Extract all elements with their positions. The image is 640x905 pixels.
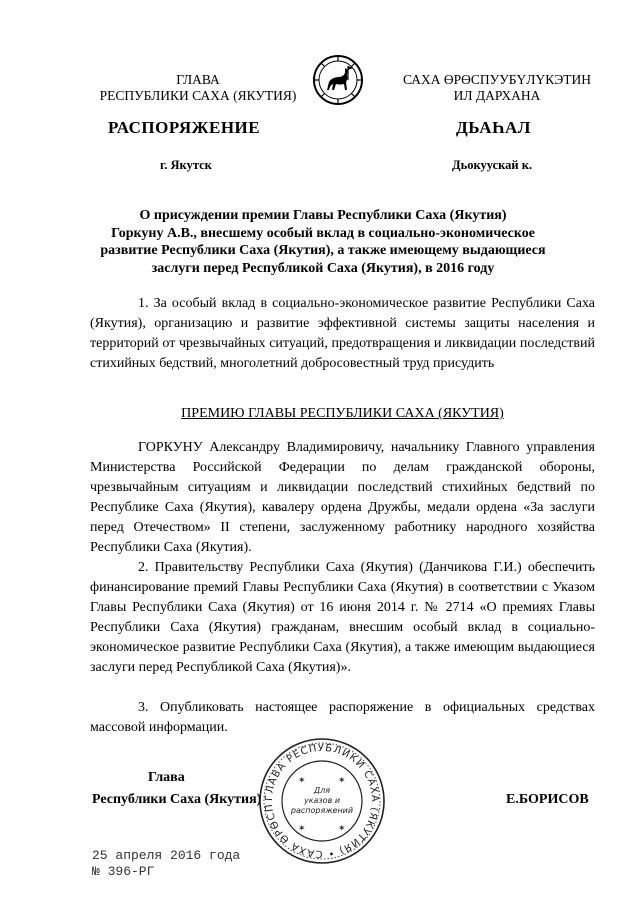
paragraph-1: 1. За особый вклад в социально-экономическое развитие Республики Саха (Якутия), организацию и развитие эффективной системы защиты населения и территорий от чрезвычайных ситуаций, предотвращения и ликвидации последствий стихийных бедствий, многолетний добросовестный труд присудить: [90, 296, 595, 371]
issuer-right: [382, 72, 612, 104]
issuer-left-line1: ГЛАВА: [176, 72, 220, 87]
official-seal: [258, 737, 386, 865]
seal-center-line1: Для: [313, 786, 331, 795]
title-line-4: заслуги перед Республикой Саха (Якутия), в 2016 году: [151, 260, 495, 276]
issuer-right-line1: САХА ӨРӨСПУУБҮЛҮКЭТИН: [402, 72, 592, 87]
issuer-left-line2: РЕСПУБЛИКИ САХА (ЯКУТИЯ): [99, 88, 297, 103]
signatory-title-line1: Глава: [148, 770, 185, 785]
svg-text:✶: ✶: [298, 776, 306, 786]
seal-outer-text: ГЛАВА РЕСПУБЛИКИ САХА (ЯКУТИЯ) • САХА ӨРӨСП: [263, 742, 381, 860]
issuer-right-line2: ИЛ ДАРХАНА: [453, 88, 541, 103]
seal-center-line2: указов и: [303, 796, 341, 805]
signatory-title-line2: Республики Саха (Якутия): [92, 792, 262, 807]
svg-text:✶: ✶: [338, 824, 346, 834]
title-line-3: развитие Республики Саха (Якутия), а также имеющему выдающиеся: [100, 243, 546, 258]
seal-star-marks: [298, 776, 346, 834]
paragraph-3: 2. Правительству Республики Саха (Якутия) (Данчикова Г.И.) обеспечить финансирование премий Главы Республики Саха (Якутия) в соответствии с Указом Главы Республики Саха (Якутия) от 16 июня 2014 г. № 2714 «О премиях Главы Республики Саха (Якутия) гражданам, внесшим особый вклад в социально-экономическое развитие Республики Саха (Якутия), а также имеющим выдающиеся заслуги перед Республикой Саха (Якутия)».: [90, 560, 595, 675]
document-title: [88, 207, 558, 277]
award-name: ПРЕМИЮ ГЛАВЫ РЕСПУБЛИКИ САХА (ЯКУТИЯ): [181, 406, 504, 421]
issuer-left: [88, 72, 308, 104]
title-line-1: О присуждении премии Главы Республики Саха (Якутия): [139, 208, 507, 223]
city-left: г. Якутск: [160, 158, 212, 172]
svg-text:✶: ✶: [298, 824, 306, 834]
seal-center-line3: распоряжений: [290, 806, 354, 815]
document-date: 25 апреля 2016 года: [92, 848, 241, 863]
coat-of-arms-emblem: [312, 54, 364, 106]
svg-text:✶: ✶: [338, 776, 346, 786]
doc-type-right: ДЬАҺАЛ: [456, 118, 531, 137]
document-number: № 396-РГ: [92, 864, 155, 879]
paragraph-4: 3. Опубликовать настоящее распоряжение в официальных средствах массовой информации.: [90, 700, 595, 735]
signatory-name: Е.БОРИСОВ: [506, 792, 589, 807]
paragraph-2: ГОРКУНУ Александру Владимировичу, начальнику Главного управления Министерства Российской Федерации по делам гражданской обороны, чрезвычайным ситуациям и ликвидации последствий стихийных бедствий по Республике Саха (Якутия), кавалеру ордена Дружбы, медали ордена «За заслуги перед Отечеством» II степени, заслуженному работнику народного хозяйства Республики Саха (Якутия).: [90, 440, 595, 555]
title-line-2: Горкуну А.В., внесшему особый вклад в социально-экономическое: [111, 225, 535, 241]
doc-type-left: РАСПОРЯЖЕНИЕ: [108, 118, 261, 137]
city-right: Дьокуускай к.: [452, 158, 533, 172]
